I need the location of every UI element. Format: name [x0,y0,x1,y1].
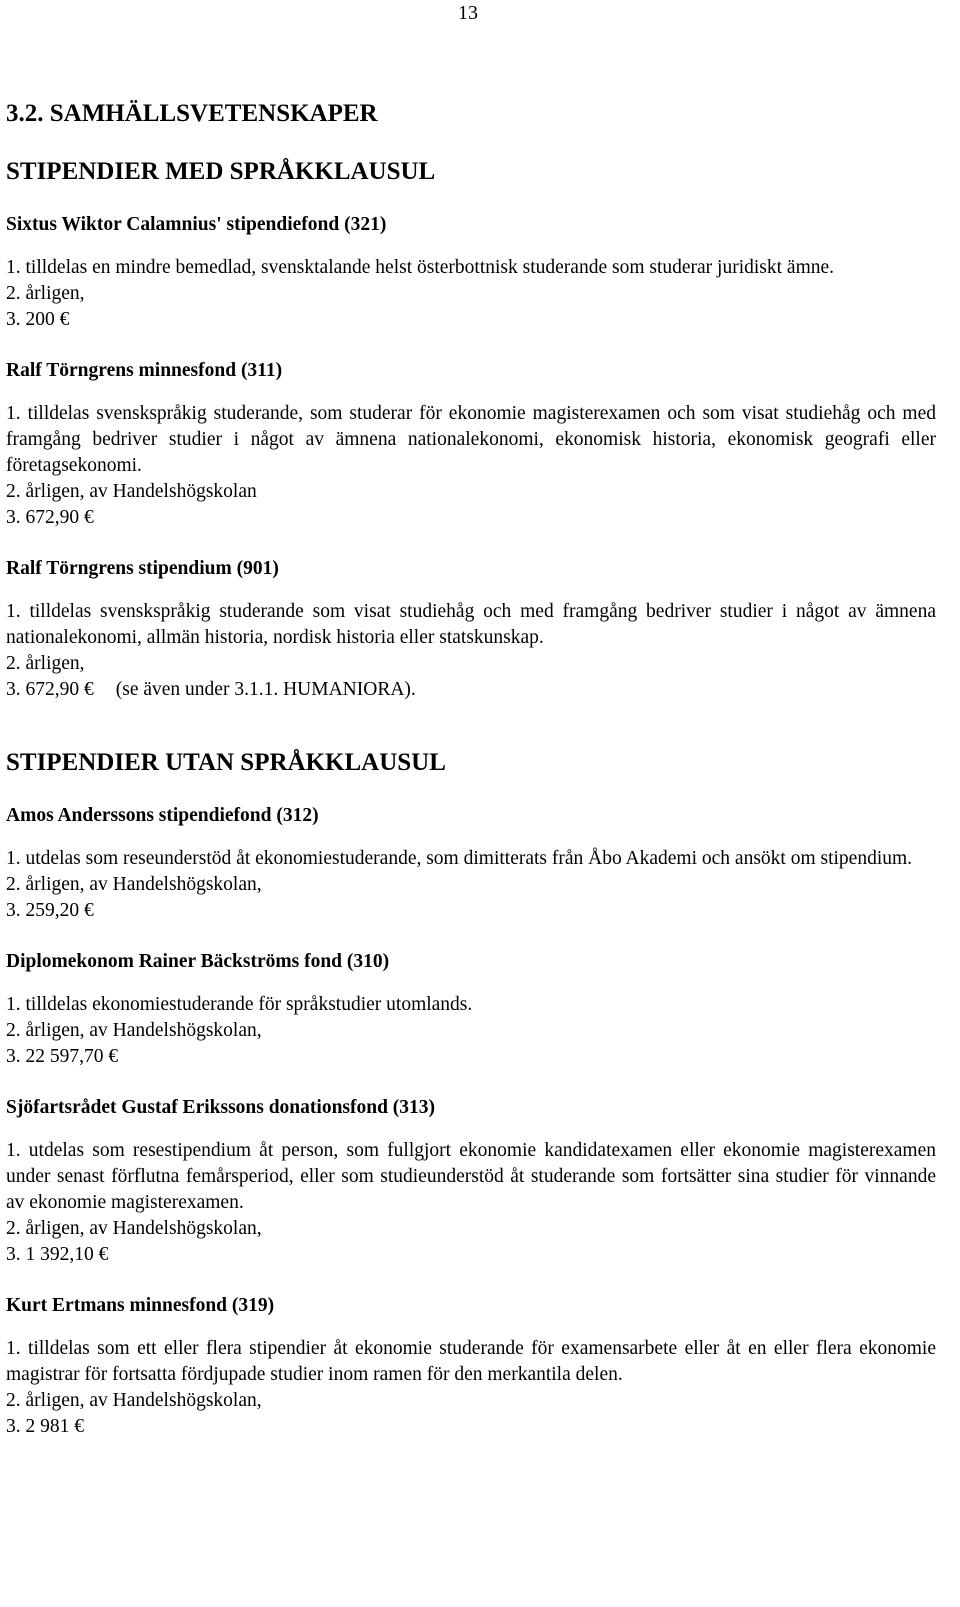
fund-description: 1. utdelas som resestipendium åt person, som fullgjort ekonomie kandidatexamen eller ekonomie magisterexamen under senast förflutna femårsperiod, eller som studieunderstöd åt studerande som fortsätter sina studier för vinnande av ekonomie magisterexamen. [6,1140,936,1213]
fund-title: Sjöfartsrådet Gustaf Erikssons donationsfond (313) [6,1097,436,1118]
fund-amount: 3. 672,90 € [6,679,94,700]
fund-entry [6,556,936,703]
fund-amount: 3. 200 € [6,309,70,330]
fund-description: 1. utdelas som reseunderstöd åt ekonomiestuderande, som dimitterats från Åbo Akademi och ansökt om stipendium. [6,848,913,869]
fund-description: 1. tilldelas en mindre bemedlad, svensktalande helst österbottnisk studerande som studerar juridiskt ämne. [6,257,835,278]
fund-note: (se även under 3.1.1. HUMANIORA). [115,679,416,700]
fund-title: Amos Anderssons stipendiefond (312) [6,805,319,826]
fund-title: Ralf Törngrens minnesfond (311) [6,360,283,381]
section-heading: 3.2. SAMHÄLLSVETENSKAPER [6,100,378,127]
fund-frequency: 2. årligen, av Handelshögskolan [6,481,257,502]
fund-frequency: 2. årligen, [6,283,85,304]
fund-frequency: 2. årligen, av Handelshögskolan, [6,1218,262,1239]
document-body [6,98,936,1440]
fund-amount: 3. 259,20 € [6,900,94,921]
page-number: 13 [458,2,478,24]
fund-title: Ralf Törngrens stipendium (901) [6,558,279,579]
group-heading-with-language-clause: STIPENDIER MED SPRÅKKLAUSUL [6,158,436,185]
fund-amount-with-note [6,677,936,703]
group-heading-without-language-clause: STIPENDIER UTAN SPRÅKKLAUSUL [6,749,446,776]
fund-entry [6,803,936,924]
fund-entry [6,949,936,1070]
fund-frequency: 2. årligen, av Handelshögskolan, [6,1020,262,1041]
fund-frequency: 2. årligen, av Handelshögskolan, [6,1390,262,1411]
fund-title: Kurt Ertmans minnesfond (319) [6,1295,275,1316]
fund-description: 1. tilldelas svenskspråkig studerande som visat studiehåg och med framgång bedriver studier i något av ämnena nationalekonomi, allmän historia, nordisk historia eller statskunskap. [6,601,936,648]
fund-amount: 3. 672,90 € [6,507,94,528]
fund-description: 1. tilldelas svenskspråkig studerande, som studerar för ekonomie magisterexamen och som visat studiehåg och med framgång bedriver studier i något av ämnena nationalekonomi, ekonomisk historia, ekonomisk geografi eller företagsekonomi. [6,403,936,476]
fund-frequency: 2. årligen, [6,653,85,674]
fund-frequency: 2. årligen, av Handelshögskolan, [6,874,262,895]
fund-amount: 3. 22 597,70 € [6,1046,119,1067]
fund-description: 1. tilldelas ekonomiestuderande för språkstudier utomlands. [6,994,473,1015]
fund-entry [6,358,936,531]
fund-entry [6,1095,936,1268]
fund-title: Sixtus Wiktor Calamnius' stipendiefond (321) [6,214,387,235]
fund-amount: 3. 2 981 € [6,1416,84,1437]
fund-entry [6,212,936,333]
fund-title: Diplomekonom Rainer Bäckströms fond (310) [6,951,390,972]
fund-description: 1. tilldelas som ett eller flera stipendier åt ekonomie studerande för examensarbete eller åt en eller flera ekonomie magistrar för fortsatta fördjupade studier inom ramen för den merkantila delen. [6,1338,936,1385]
fund-entry [6,1293,936,1440]
fund-amount: 3. 1 392,10 € [6,1244,109,1265]
